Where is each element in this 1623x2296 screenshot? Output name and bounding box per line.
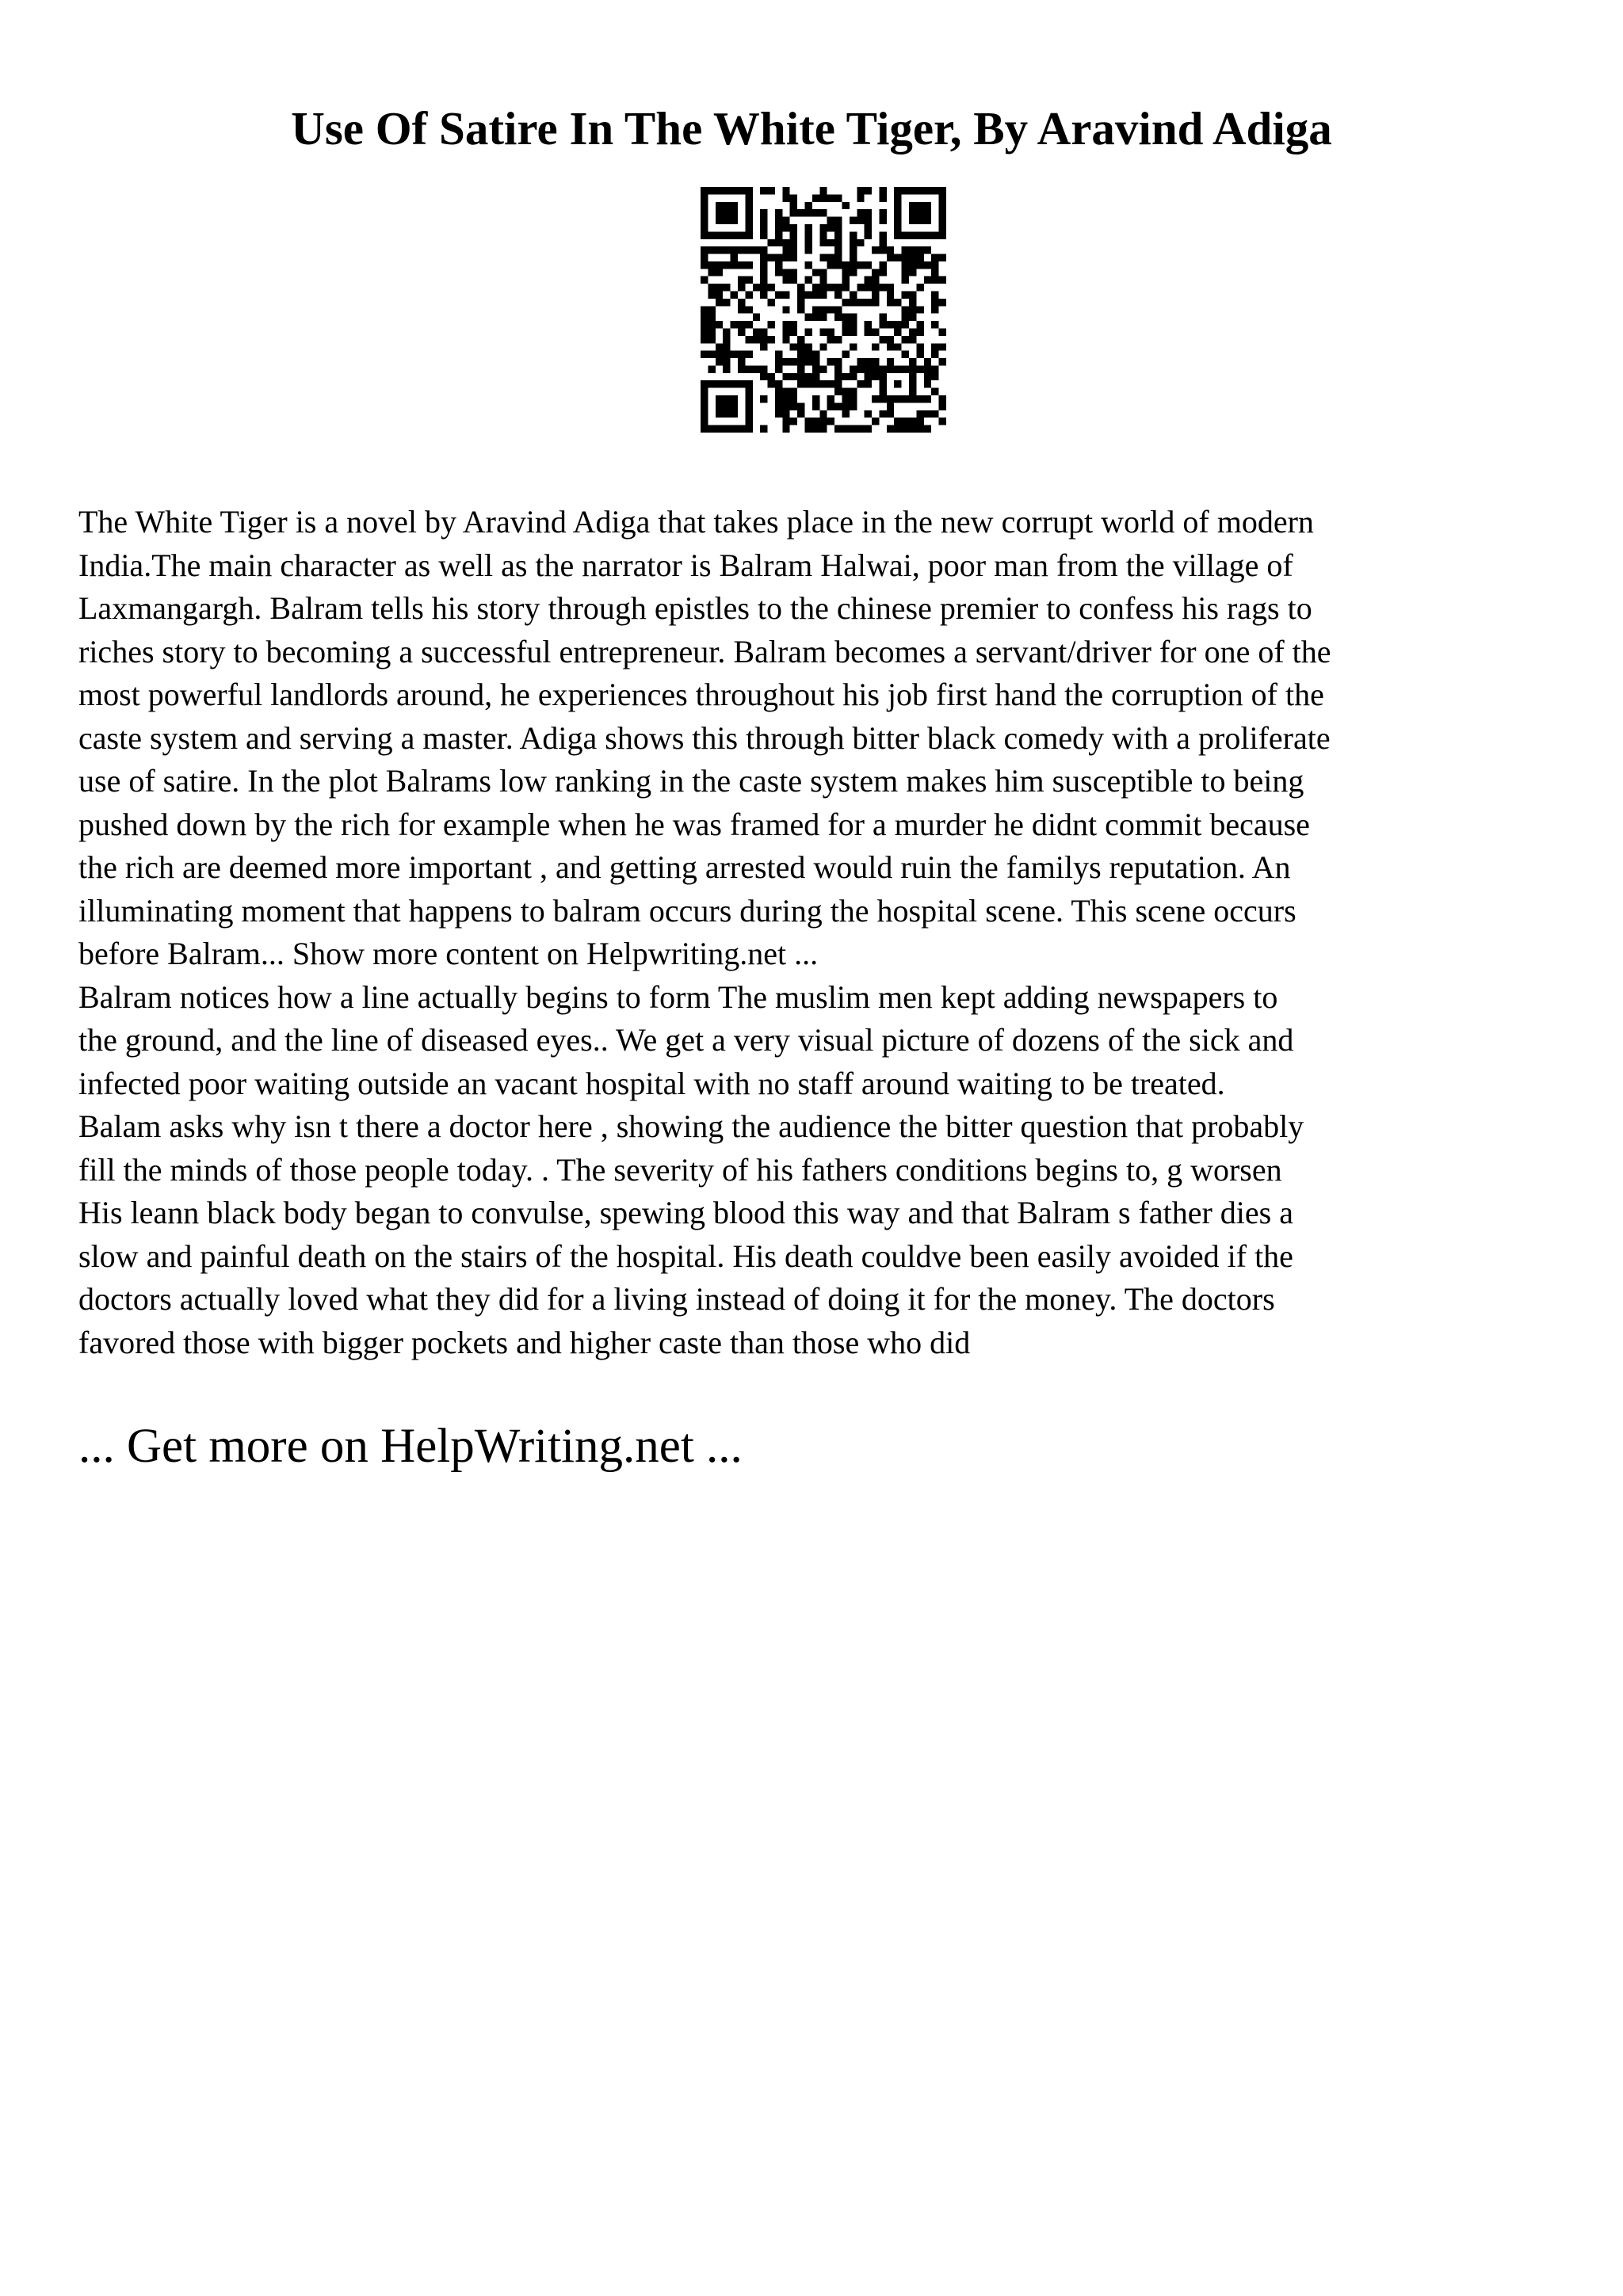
text-line: Laxmangargh. Balram tells his story through epistles to the chinese premier to confess his rags to [78, 590, 1312, 626]
text-line: before Balram... Show more content on Helpwriting.net ... [78, 936, 819, 971]
text-line: the rich are deemed more important , and getting arrested would ruin the familys reputation. An [78, 849, 1291, 885]
text-line: pushed down by the rich for example when he was framed for a murder he didnt commit because [78, 806, 1310, 842]
text-line: most powerful landlords around, he experiences throughout his job first hand the corruption of the [78, 677, 1324, 712]
get-more-link[interactable]: ... Get more on HelpWriting.net ... [78, 1420, 743, 1473]
document-body [78, 501, 1568, 1364]
text-line: the ground, and the line of diseased eyes.. We get a very visual picture of dozens of the sick and [78, 1022, 1294, 1058]
text-line: riches story to becoming a successful entrepreneur. Balram becomes a servant/driver for one of the [78, 633, 1331, 669]
qr-code-icon [701, 187, 946, 433]
text-line: India.The main character as well as the narrator is Balram Halwai, poor man from the village of [78, 547, 1293, 583]
text-line: favored those with bigger pockets and higher caste than those who did [78, 1324, 971, 1360]
text-line: Balram notices how a line actually begins to form The muslim men kept adding newspapers to [78, 978, 1278, 1015]
paragraph-1 [78, 501, 1568, 976]
text-line: illuminating moment that happens to balram occurs during the hospital scene. This scene occurs [78, 892, 1296, 929]
document-title: Use Of Satire In The White Tiger, By Aravind Adiga [291, 102, 1332, 154]
text-line: caste system and serving a master. Adiga shows this through bitter black comedy with a proliferate [78, 719, 1331, 756]
text-line: fill the minds of those people today. . The severity of his fathers conditions begins to, g worsen [78, 1151, 1282, 1188]
paragraph-2 [78, 976, 1568, 1365]
text-line: infected poor waiting outside an vacant hospital with no staff around waiting to be treated. [78, 1065, 1225, 1101]
text-line: doctors actually loved what they did for a living instead of doing it for the money. The doctors [78, 1281, 1275, 1317]
text-line: slow and painful death on the stairs of the hospital. His death couldve been easily avoided if the [78, 1238, 1293, 1274]
text-line: Balam asks why isn t there a doctor here , showing the audience the bitter question that probably [78, 1108, 1304, 1144]
text-line: His leann black body began to convulse, spewing blood this way and that Balram s father dies a [78, 1195, 1293, 1230]
text-line: The White Tiger is a novel by Aravind Adiga that takes place in the new corrupt world of modern [78, 504, 1314, 540]
text-line: use of satire. In the plot Balrams low ranking in the caste system makes him susceptible to being [78, 763, 1304, 799]
